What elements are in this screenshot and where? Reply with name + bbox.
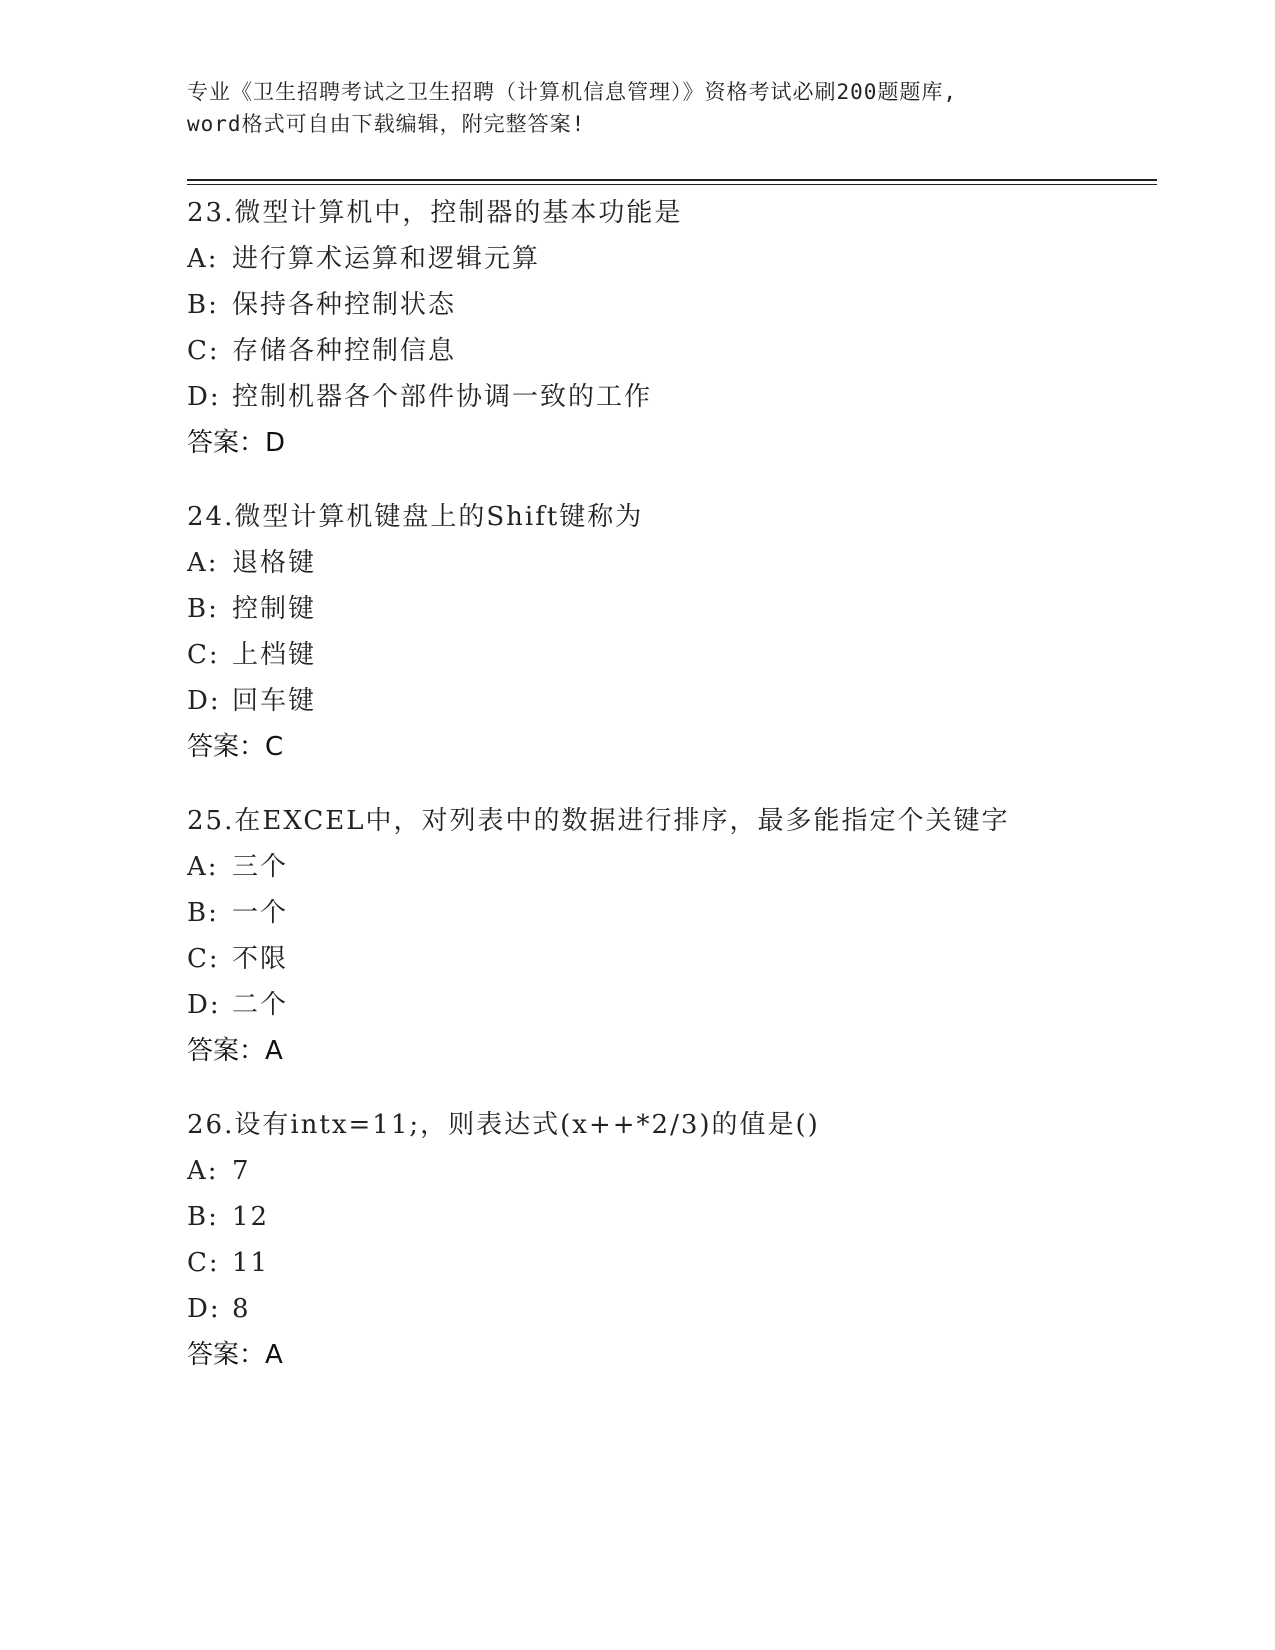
question-list [187, 190, 1147, 1406]
option-letter: A: [187, 1156, 219, 1186]
option-letter: C: [187, 944, 220, 974]
header-divider-thin [187, 184, 1157, 185]
option-letter: D: [187, 382, 221, 412]
option-letter: D: [187, 686, 221, 716]
option-b [187, 586, 1147, 632]
option-d [187, 1286, 1147, 1332]
header-line-2: word格式可自由下载编辑，附完整答案! [187, 112, 586, 136]
option-text: 不限 [232, 944, 289, 974]
answer-text: 答案：A [187, 1340, 283, 1370]
option-letter: D: [187, 990, 221, 1020]
option-letter: C: [187, 1248, 220, 1278]
option-d [187, 982, 1147, 1028]
option-text: 进行算术运算和逻辑元算 [232, 244, 541, 274]
option-c [187, 936, 1147, 982]
header-line-1: 专业《卫生招聘考试之卫生招聘（计算机信息管理）》资格考试必刷200题题库, [187, 80, 958, 104]
option-c [187, 328, 1147, 374]
option-text: 上档键 [232, 640, 317, 670]
option-b [187, 1194, 1147, 1240]
answer-text: 答案：D [187, 428, 286, 458]
option-a [187, 1148, 1147, 1194]
option-letter: A: [187, 852, 219, 882]
option-d [187, 678, 1147, 724]
answer-text: 答案：A [187, 1036, 283, 1066]
option-text: 8 [232, 1294, 251, 1324]
option-text: 二个 [232, 990, 289, 1020]
question-title: 26.设有intx=11;，则表达式(x++*2/3)的值是() [187, 1110, 820, 1140]
option-a [187, 844, 1147, 890]
option-a [187, 236, 1147, 282]
option-a [187, 540, 1147, 586]
question-23 [187, 190, 1147, 466]
option-d [187, 374, 1147, 420]
option-letter: B: [187, 594, 219, 624]
option-letter: D: [187, 1294, 221, 1324]
option-b [187, 282, 1147, 328]
option-letter: A: [187, 548, 219, 578]
option-text: 三个 [232, 852, 289, 882]
option-letter: C: [187, 336, 220, 366]
option-letter: B: [187, 898, 219, 928]
option-letter: A: [187, 244, 219, 274]
header-divider-thick [187, 179, 1157, 181]
option-text: 回车键 [232, 686, 317, 716]
option-c [187, 1240, 1147, 1286]
option-text: 7 [232, 1156, 251, 1186]
question-26 [187, 1102, 1147, 1378]
option-b [187, 890, 1147, 936]
option-text: 控制键 [232, 594, 317, 624]
option-letter: B: [187, 290, 219, 320]
question-title: 25.在EXCEL中，对列表中的数据进行排序，最多能指定个关键字 [187, 806, 1010, 836]
option-text: 保持各种控制状态 [232, 290, 457, 320]
option-text: 退格键 [232, 548, 317, 578]
option-text: 控制机器各个部件协调一致的工作 [232, 382, 653, 412]
option-text: 一个 [232, 898, 289, 928]
option-letter: C: [187, 640, 220, 670]
option-text: 12 [232, 1202, 270, 1232]
question-title: 24.微型计算机键盘上的Shift键称为 [187, 502, 644, 532]
question-25 [187, 798, 1147, 1074]
option-c [187, 632, 1147, 678]
answer-text: 答案：C [187, 732, 284, 762]
option-text: 11 [232, 1248, 270, 1278]
option-letter: B: [187, 1202, 219, 1232]
question-title: 23.微型计算机中，控制器的基本功能是 [187, 198, 683, 228]
option-text: 存储各种控制信息 [232, 336, 457, 366]
document-header [187, 76, 1087, 140]
question-24 [187, 494, 1147, 770]
